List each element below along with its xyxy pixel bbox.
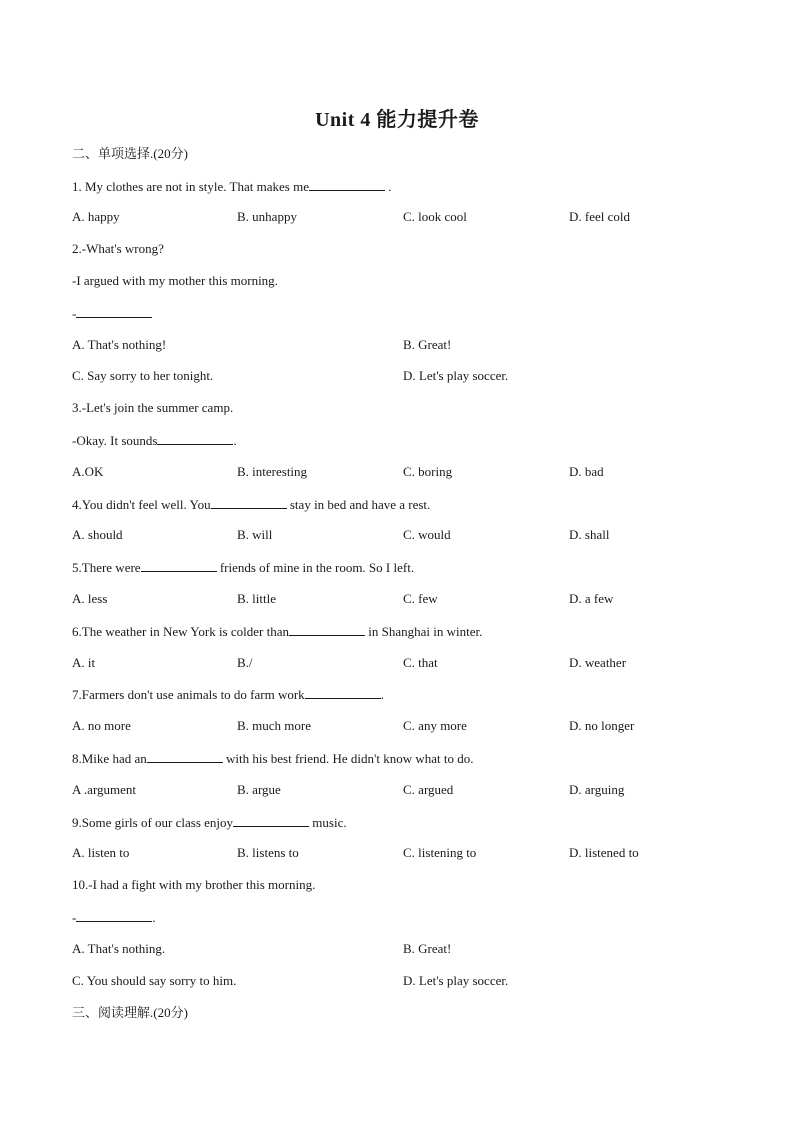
option-6b: B./ xyxy=(237,655,253,670)
answer-blank xyxy=(289,623,365,636)
question-1-text-after: . xyxy=(384,179,392,194)
option-5c: C. few xyxy=(403,591,438,606)
option-3a: A.OK xyxy=(72,464,104,479)
option-2b: B. Great! xyxy=(403,337,452,352)
option-7b: B. much more xyxy=(237,718,312,733)
question-7-stem xyxy=(72,686,384,703)
question-3-text-after: . xyxy=(233,433,237,448)
option-2c: C. Say sorry to her tonight. xyxy=(72,368,214,383)
question-5-stem xyxy=(72,559,414,576)
answer-blank xyxy=(147,750,223,763)
question-5-text-after: friends of mine in the room. So I left. xyxy=(216,560,415,575)
question-4-text: 4.You didn't feel well. You xyxy=(72,497,211,512)
option-8a: A .argument xyxy=(72,782,137,797)
question-7-text-after: . xyxy=(380,687,384,702)
option-7c: C. any more xyxy=(403,718,467,733)
question-9-text-after: music. xyxy=(309,815,347,830)
option-4a: A. should xyxy=(72,527,123,542)
option-3b: B. interesting xyxy=(237,464,308,479)
answer-blank xyxy=(76,909,152,922)
question-1-stem xyxy=(72,178,391,195)
option-5d: D. a few xyxy=(569,591,614,606)
question-2-line2: -I argued with my mother this morning. xyxy=(72,273,278,288)
option-6c: C. that xyxy=(403,655,438,670)
answer-blank xyxy=(76,305,152,318)
answer-blank xyxy=(309,178,385,191)
option-10b: B. Great! xyxy=(403,941,452,956)
question-10-text-after: . xyxy=(152,910,156,925)
question-8-stem xyxy=(72,750,474,767)
answer-blank xyxy=(305,686,381,699)
option-8b: B. argue xyxy=(237,782,281,797)
question-5-text: 5.There were xyxy=(72,560,141,575)
page-title: Unit 4 能力提升卷 xyxy=(315,109,479,131)
option-9d: D. listened to xyxy=(569,845,639,860)
option-5a: A. less xyxy=(72,591,108,606)
option-10a: A. That's nothing. xyxy=(72,941,166,956)
question-3-text: -Okay. It sounds xyxy=(72,433,158,448)
option-9c: C. listening to xyxy=(403,845,477,860)
option-4d: D. shall xyxy=(569,527,610,542)
option-6d: D. weather xyxy=(569,655,627,670)
option-9a: A. listen to xyxy=(72,845,130,860)
question-4-text-after: stay in bed and have a rest. xyxy=(286,497,431,512)
option-10d: D. Let's play soccer. xyxy=(403,973,509,988)
question-3-line2 xyxy=(72,432,237,449)
option-10c: C. You should say sorry to him. xyxy=(72,973,237,988)
question-8-text: 8.Mike had an xyxy=(72,751,147,766)
option-9b: B. listens to xyxy=(237,845,299,860)
question-10-dash: - xyxy=(72,910,77,925)
question-8-text-after: with his best friend. He didn't know what to do. xyxy=(222,751,474,766)
option-2d: D. Let's play soccer. xyxy=(403,368,509,383)
option-2a: A. That's nothing! xyxy=(72,337,167,352)
answer-blank xyxy=(211,496,287,509)
option-4c: C. would xyxy=(403,527,451,542)
section-heading-multiple-choice: 二、单项选择.(20分) xyxy=(72,146,188,161)
option-3d: D. bad xyxy=(569,464,604,479)
option-1b: B. unhappy xyxy=(237,209,297,224)
question-2-dash: - xyxy=(72,306,77,321)
section-heading-reading: 三、阅读理解.(20分) xyxy=(72,1005,188,1020)
option-8d: D. arguing xyxy=(569,782,625,797)
question-6-text: 6.The weather in New York is colder than xyxy=(72,624,289,639)
option-8c: C. argued xyxy=(403,782,454,797)
option-1a: A. happy xyxy=(72,209,120,224)
option-7a: A. no more xyxy=(72,718,131,733)
question-10-line1: 10.-I had a fight with my brother this morning. xyxy=(72,877,316,892)
option-6a: A. it xyxy=(72,655,96,670)
option-4b: B. will xyxy=(237,527,273,542)
question-9-stem xyxy=(72,814,347,831)
question-2-line3 xyxy=(72,305,152,322)
question-7-text: 7.Farmers don't use animals to do farm work xyxy=(72,687,305,702)
option-7d: D. no longer xyxy=(569,718,635,733)
question-6-stem xyxy=(72,623,482,640)
option-1c: C. look cool xyxy=(403,209,467,224)
question-3-line1: 3.-Let's join the summer camp. xyxy=(72,400,234,415)
question-2-line1: 2.-What's wrong? xyxy=(72,241,164,256)
option-1d: D. feel cold xyxy=(569,209,631,224)
question-1-text: 1. My clothes are not in style. That makes me xyxy=(72,179,309,194)
question-4-stem xyxy=(72,496,430,513)
question-10-line2 xyxy=(72,909,156,926)
answer-blank xyxy=(157,432,233,445)
answer-blank xyxy=(141,559,217,572)
option-3c: C. boring xyxy=(403,464,453,479)
question-9-text: 9.Some girls of our class enjoy xyxy=(72,815,234,830)
option-5b: B. little xyxy=(237,591,276,606)
question-6-text-after: in Shanghai in winter. xyxy=(364,624,483,639)
answer-blank xyxy=(233,814,309,827)
